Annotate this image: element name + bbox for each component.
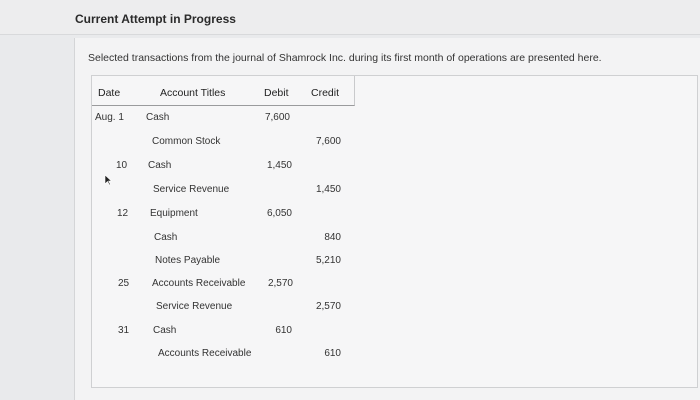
row-account[interactable]: Cash xyxy=(154,232,178,243)
row-debit[interactable]: 1,450 xyxy=(266,160,292,171)
header-credit: Credit xyxy=(311,87,340,99)
journal-table-header xyxy=(92,76,355,106)
row-account[interactable]: Equipment xyxy=(150,208,198,219)
row-account[interactable]: Accounts Receivable xyxy=(152,278,246,289)
row-date: 10 xyxy=(116,160,128,171)
question-intro: Selected transactions from the journal of Shamrock Inc. during its first month of operations are presented here. xyxy=(88,52,602,64)
row-date: 31 xyxy=(118,325,130,336)
row-credit[interactable]: 610 xyxy=(324,348,341,359)
mouse-pointer-icon xyxy=(104,174,112,186)
row-account[interactable]: Notes Payable xyxy=(155,255,221,266)
journal-table xyxy=(91,75,698,388)
row-account[interactable]: Accounts Receivable xyxy=(158,348,252,359)
row-account[interactable]: Cash xyxy=(153,325,177,336)
page-title: Current Attempt in Progress xyxy=(75,12,236,26)
header-date: Date xyxy=(98,87,121,99)
row-date: 12 xyxy=(117,208,129,219)
row-debit[interactable]: 2,570 xyxy=(267,278,293,289)
row-credit[interactable]: 7,600 xyxy=(315,136,341,147)
row-account[interactable]: Cash xyxy=(146,112,170,123)
header-account-titles: Account Titles xyxy=(160,87,226,99)
row-account[interactable]: Common Stock xyxy=(152,136,221,147)
row-debit[interactable]: 7,600 xyxy=(264,112,290,123)
row-account[interactable]: Service Revenue xyxy=(153,184,230,195)
row-credit[interactable]: 1,450 xyxy=(315,184,341,195)
page-header xyxy=(0,0,700,35)
row-date: Aug. 1 xyxy=(95,112,124,123)
row-credit[interactable]: 2,570 xyxy=(315,301,341,312)
row-debit[interactable]: 610 xyxy=(275,325,292,336)
header-debit: Debit xyxy=(264,87,289,99)
row-debit[interactable]: 6,050 xyxy=(266,208,292,219)
row-date: 25 xyxy=(118,278,130,289)
row-account[interactable]: Service Revenue xyxy=(156,301,233,312)
row-credit[interactable]: 840 xyxy=(324,232,341,243)
row-account[interactable]: Cash xyxy=(148,160,172,171)
row-credit[interactable]: 5,210 xyxy=(315,255,341,266)
